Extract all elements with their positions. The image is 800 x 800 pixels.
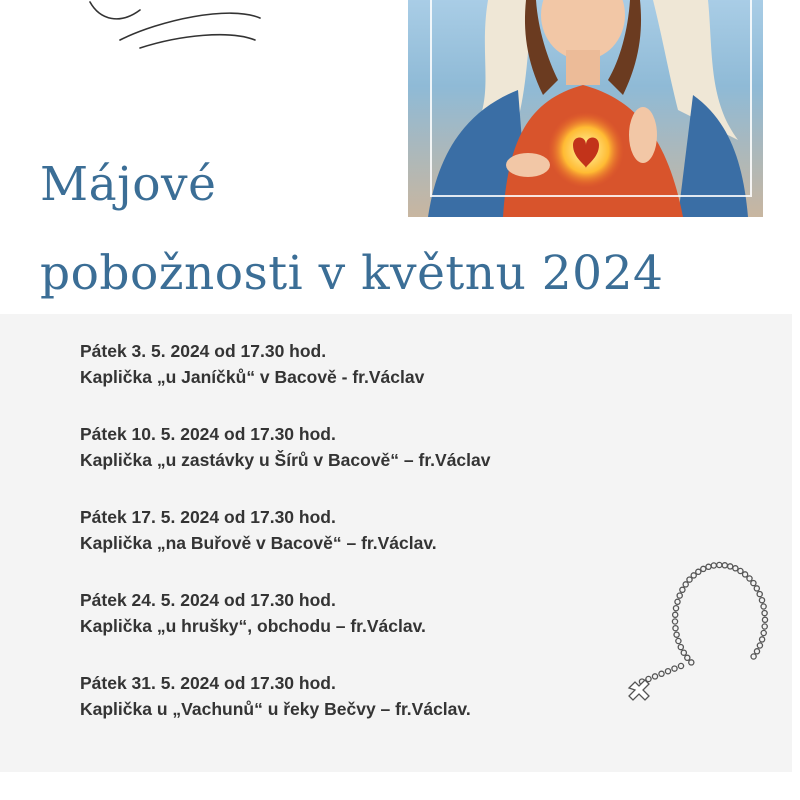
event-place: Kaplička „u zastávky u Šírů v Bacově“ – fr.Václav: [80, 450, 491, 470]
flourish-ornament: [80, 0, 270, 55]
event-item: [80, 504, 437, 556]
event-place: Kaplička „na Buřově v Bacově“ – fr.Václav.: [80, 533, 437, 553]
event-date: Pátek 24. 5. 2024 od 17.30 hod.: [80, 590, 336, 610]
event-item: [80, 421, 491, 473]
event-date: Pátek 17. 5. 2024 od 17.30 hod.: [80, 507, 336, 527]
page-title: [40, 140, 663, 318]
event-date: Pátek 31. 5. 2024 od 17.30 hod.: [80, 673, 336, 693]
rosary-icon: [615, 560, 775, 720]
event-place: Kaplička „u hrušky“, obchodu – fr.Václav.: [80, 616, 426, 636]
event-date: Pátek 10. 5. 2024 od 17.30 hod.: [80, 424, 336, 444]
event-place: Kaplička u „Vachunů“ u řeky Bečvy – fr.Václav.: [80, 699, 471, 719]
event-item: [80, 338, 424, 390]
event-date: Pátek 3. 5. 2024 od 17.30 hod.: [80, 341, 327, 361]
event-item: [80, 587, 426, 639]
title-line-2: pobožnosti v květnu 2024: [40, 246, 664, 301]
title-line-1: Májové: [40, 157, 217, 212]
event-place: Kaplička „u Janíčků“ v Bacově - fr.Václav: [80, 367, 425, 387]
event-item: [80, 670, 471, 722]
